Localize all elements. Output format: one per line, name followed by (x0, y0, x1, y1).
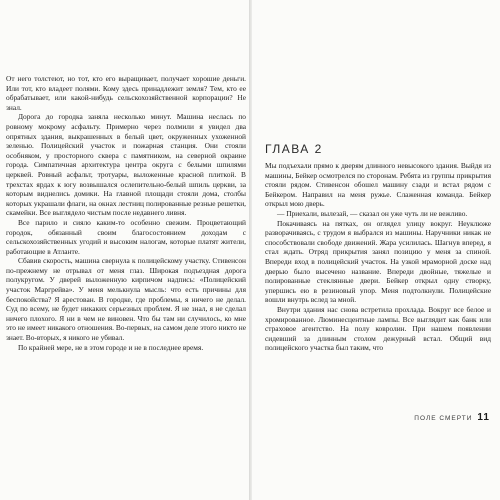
paragraph: От него толстеют, но тот, кто его выращивает, получает хорошие деньги. Или тот, кто владеет полями. Кому здесь принадлежит земля? Тем, кто ее обрабатывает, или какой-нибудь сельскохозяйственной корпорации? Не знал. (6, 74, 246, 112)
right-page (252, 0, 500, 500)
paragraph: По крайней мере, не в этом городе и не в последнее время. (18, 342, 204, 352)
paragraph: — Приехали, вылезай, — сказал он уже чуть ли не вежливо. (277, 208, 468, 218)
page-number: 11 (477, 412, 490, 423)
paragraph: Сбавив скорость, машина свернула к полицейскому участку. Стивенсон по-прежнему не отрывал от меня глаз. Широкая подъездная дорога полукругом. У дверей выложенную кирпичом надпись: «Полицейский участок Маргрейва». У меня мелькнула мысль: что есть причины для беспокойства? Я арестован. В городке, где проблемы, я ничего не делал. Суд по всему, не будет никаких серьезных проблем. Я не знал, я не сделал ничего плохого. Я ни в чем не виновен. Что бы там ни случилось, ко мне это не имеет никакого отношения. Во-первых, на самом деле этого никто не знает. Во-вторых, я никого не убивал. (6, 256, 246, 343)
left-page (0, 0, 249, 500)
running-title: ПОЛЕ СМЕРТИ (414, 415, 473, 422)
chapter-title: ГЛАВА 2 (265, 142, 323, 156)
page-footer (414, 412, 490, 423)
right-page-text (265, 161, 491, 353)
paragraph: Внутри здания нас снова встретила прохлада. Вокруг все белое и хромированное. Люминесцентные лампы. Все выглядит как банк или страховое агентство. На полу ковролин. При нашем появлении сидевший за длинным столом дежурный встал. Общий вид полицейского участка был таким, что (265, 304, 491, 353)
paragraph: Покачиваясь на пятках, он оглядел улицу вокруг. Неуклюже разворачиваясь, с трудом я выбрался из машины. Наручники никак не способствовали свободе движений. Жара усилилась. Шагнув вперед, я стал ждать. Отряд прикрытия занял позицию у меня за спиной. Впереди вход в полицейский участок. На узкой мраморной доске над дверью было высечено название. Впереди двойные, тяжелые и полированные стеклянные двери. Бейкер открыл одну створку, упершись ею в резиновый упор. Меня подтолкнули. Полицейские вошли внутрь вслед за мной. (265, 218, 491, 305)
left-page-text (6, 74, 246, 352)
paragraph: Мы подъехали прямо к дверям длинного невысокого здания. Выйдя из машины, Бейкер осмотрелся по сторонам. Ребята из группы прикрытия стояли рядом. Стивенсон обошел машину сзади и встал рядом с Бейкером. Направил на меня ружье. Слаженная команда. Бейкер открыл мою дверь. (265, 161, 491, 209)
paragraph: Все парило и сияло каким-то особенно свежим. Процветающий городок, обязанный своим благосостоянием доходам с сельскохозяйственных угодий и высоким налогам, которые платят жители, работающие в Атланте. (6, 217, 246, 256)
paragraph: Дорога до городка заняла несколько минут. Машина неслась по ровному мокрому асфальту. Примерно через полмили я увидел два опрятных здания, выкрашенных в белый цвет, окруженных ухоженной зеленью. Полицейский участок и пожарная станция. Они стояли особняком, у просторного сквера с памятником, на северной окраине города. Симпатичная архитектура центра округа с белыми шпилями церквей. Ровный асфальт, тротуары, выложенные красной плиткой. В трехстах ярдах к югу возвышался ослепительно-белый шпиль церкви, за которым виднелись домики. На главной площади стояли дома, столбы которых украшали флаги, на окнах лестниц полированные резные решетки, скамейки. Все выглядело чистым после недавнего ливня. (6, 112, 246, 218)
